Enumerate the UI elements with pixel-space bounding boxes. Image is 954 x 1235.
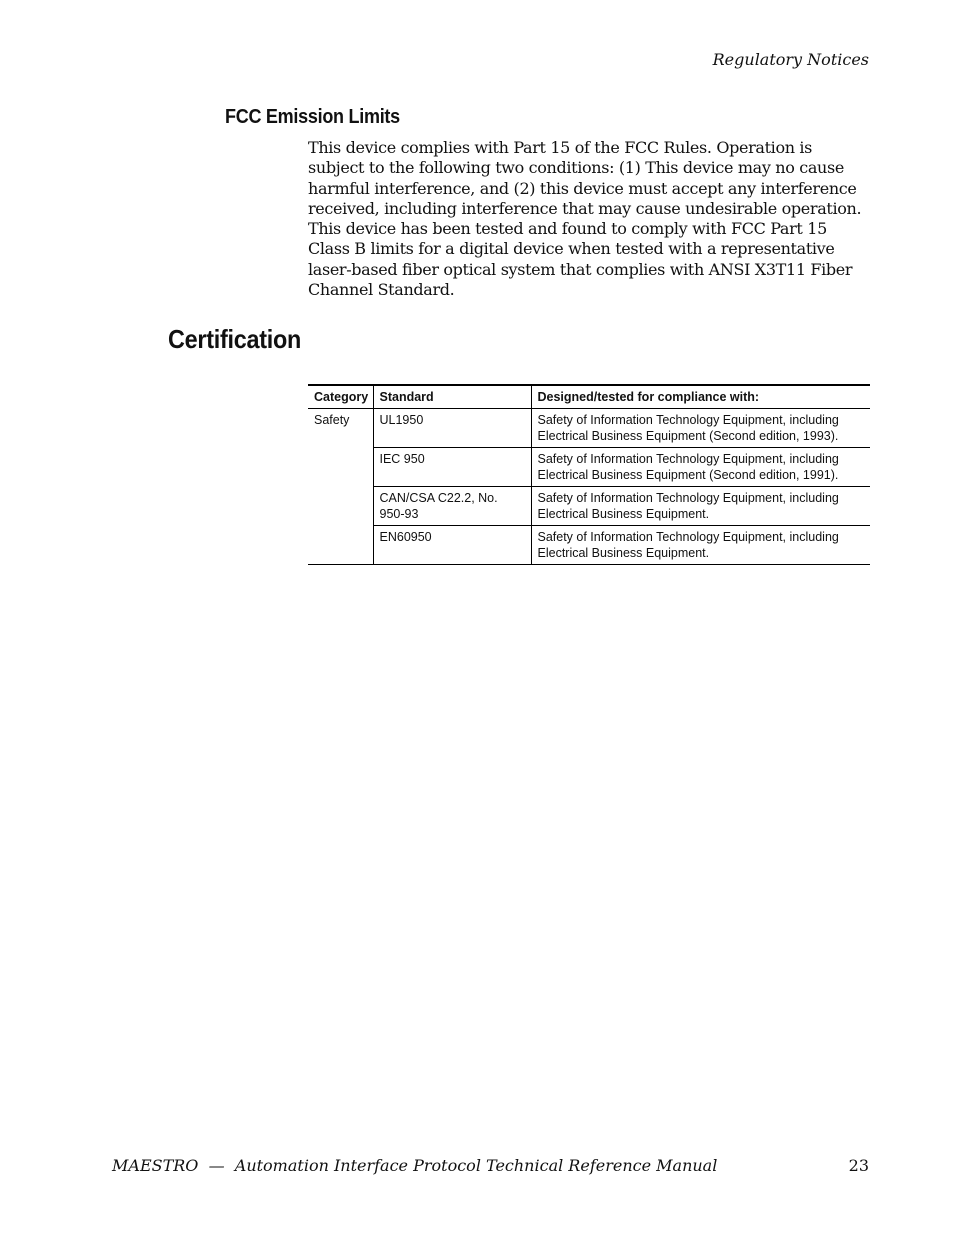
certification-table <box>308 384 870 565</box>
standard-cell: CAN/CSA C22.2, No. 950-93 <box>373 487 531 526</box>
table-row <box>308 448 870 487</box>
standard-cell: IEC 950 <box>373 448 531 487</box>
table-header-row <box>308 385 870 409</box>
table-row <box>308 487 870 526</box>
fcc-heading: FCC Emission Limits <box>225 106 400 128</box>
header-category: Category <box>308 385 373 409</box>
description-cell: Safety of Information Technology Equipment, including Electrical Business Equipment. <box>531 526 870 565</box>
certification-heading: Certification <box>168 324 302 354</box>
fcc-paragraph: This device complies with Part 15 of the FCC Rules. Operation is subject to the following two conditions: (1) This device may no cause harmful interference, and (2) this device must accept any interference received, including interference that may cause undesirable operation. This device has been tested and found to comply with FCC Part 15 Class B limits for a digital device when tested with a representative laser-based fiber optical system that complies with ANSI X3T11 Fiber Channel Standard. <box>308 138 862 300</box>
description-cell: Safety of Information Technology Equipment, including Electrical Business Equipment. <box>531 487 870 526</box>
running-header: Regulatory Notices <box>712 50 869 69</box>
header-standard: Standard <box>373 385 531 409</box>
page-number: 23 <box>848 1156 869 1175</box>
category-cell: Safety <box>308 409 373 565</box>
standard-cell: UL1950 <box>373 409 531 448</box>
table-row <box>308 526 870 565</box>
description-cell: Safety of Information Technology Equipment, including Electrical Business Equipment (Second edition, 1991). <box>531 448 870 487</box>
standard-cell: EN60950 <box>373 526 531 565</box>
table-row <box>308 409 870 448</box>
footer-manual-title: MAESTRO — Automation Interface Protocol Technical Reference Manual <box>112 1156 718 1175</box>
header-compliance: Designed/tested for compliance with: <box>531 385 870 409</box>
description-cell: Safety of Information Technology Equipment, including Electrical Business Equipment (Second edition, 1993). <box>531 409 870 448</box>
